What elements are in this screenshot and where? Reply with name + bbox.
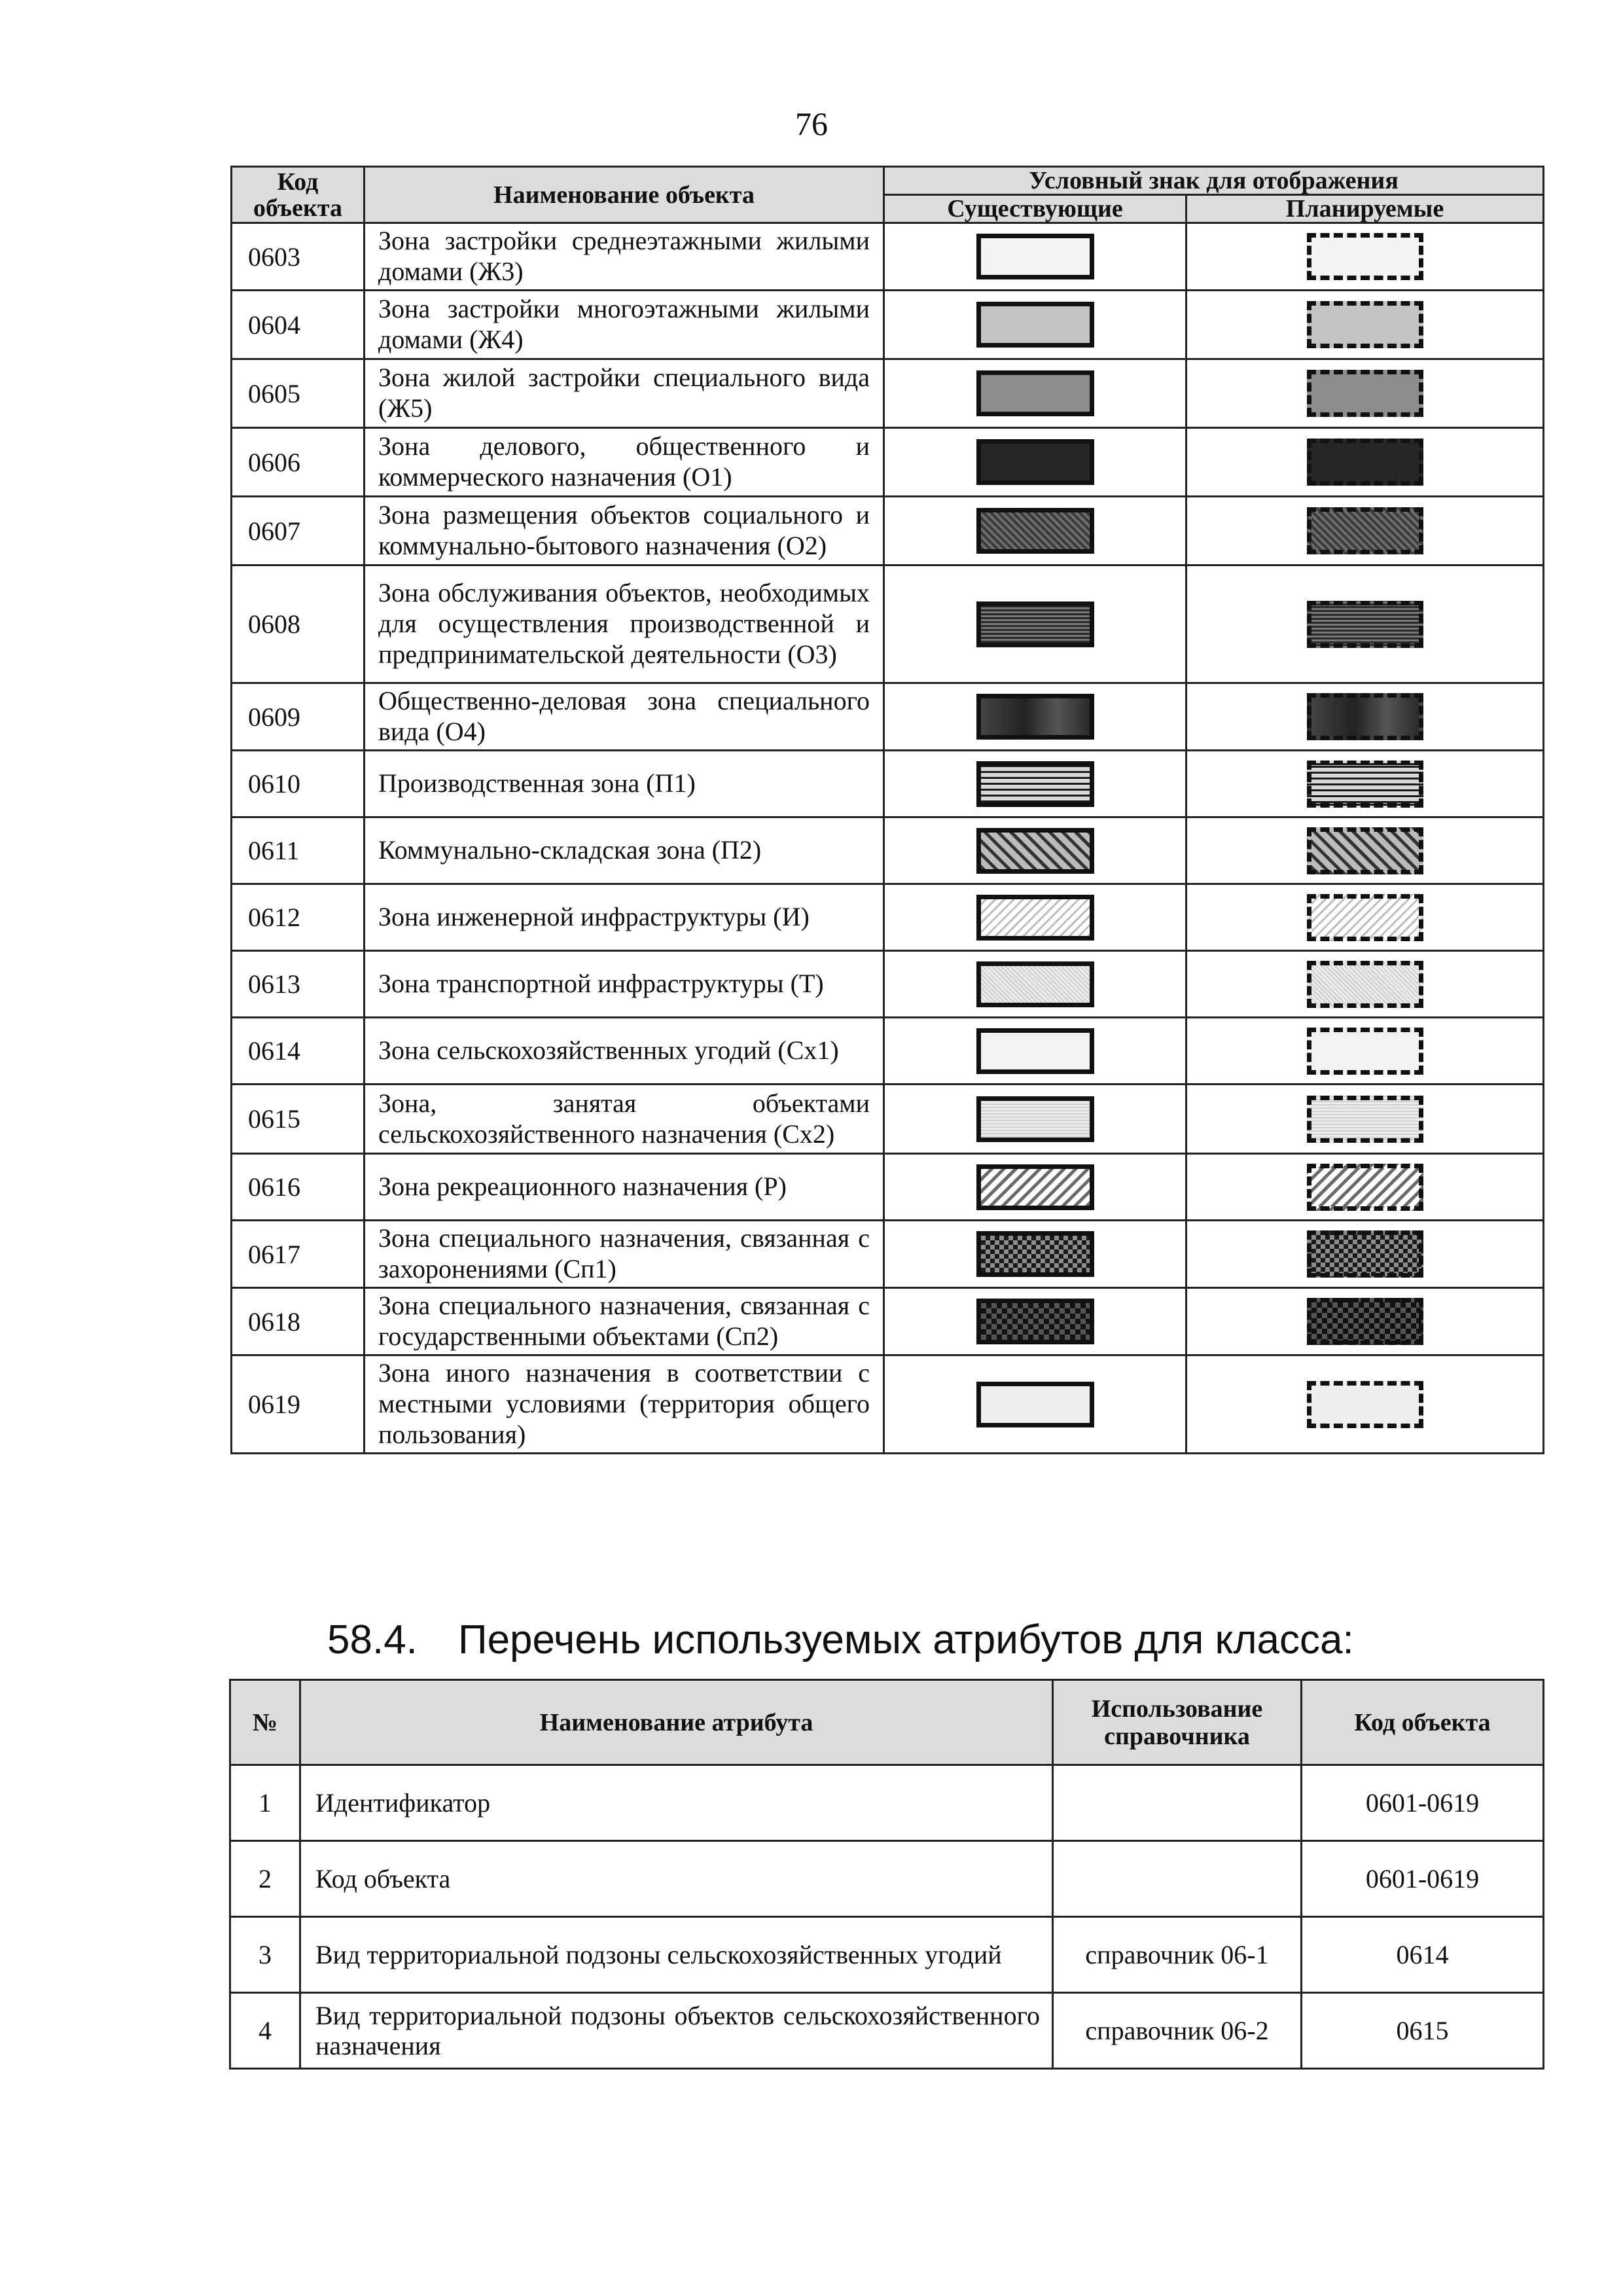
- legend-existing-cell: [884, 951, 1186, 1018]
- attribute-row: [230, 1993, 1544, 2069]
- legend-existing-cell: [884, 565, 1186, 683]
- attr-code: 0615: [1302, 1993, 1544, 2069]
- existing-zone-symbol: [976, 828, 1094, 874]
- legend-existing-cell: [884, 1288, 1186, 1355]
- legend-planned-cell: [1186, 1018, 1544, 1085]
- legend-code: 0609: [232, 683, 365, 751]
- legend-existing-cell: [884, 884, 1186, 951]
- attr-name: Идентификатор: [300, 1765, 1053, 1841]
- planned-zone-symbol: [1307, 301, 1423, 348]
- legend-row: [232, 428, 1544, 497]
- planned-zone-symbol: [1307, 1028, 1423, 1075]
- legend-planned-cell: [1186, 884, 1544, 951]
- legend-planned-cell: [1186, 428, 1544, 497]
- attr-code: 0601-0619: [1302, 1841, 1544, 1917]
- legend-code: 0618: [232, 1288, 365, 1355]
- attr-header-reference: Использование справочника: [1053, 1680, 1302, 1765]
- legend-planned-cell: [1186, 951, 1544, 1018]
- legend-planned-cell: [1186, 223, 1544, 291]
- planned-zone-symbol: [1307, 233, 1423, 280]
- legend-row: [232, 1288, 1544, 1355]
- legend-name: Зона специального назначения, связанная с государственными объектами (Сп2): [365, 1288, 884, 1355]
- legend-existing-cell: [884, 683, 1186, 751]
- legend-planned-cell: [1186, 1221, 1544, 1288]
- planned-zone-symbol: [1307, 827, 1423, 874]
- planned-zone-symbol: [1307, 761, 1423, 808]
- header-symbol: Условный знак для отображения: [884, 167, 1544, 195]
- planned-zone-symbol: [1307, 1096, 1423, 1143]
- attr-num: 4: [230, 1993, 300, 2069]
- attr-reference: справочник 06-2: [1053, 1993, 1302, 2069]
- attribute-row: [230, 1841, 1544, 1917]
- existing-zone-symbol: [976, 1096, 1094, 1142]
- legend-code: 0616: [232, 1154, 365, 1221]
- legend-planned-cell: [1186, 751, 1544, 817]
- legend-row: [232, 1018, 1544, 1085]
- existing-zone-symbol: [976, 439, 1094, 485]
- planned-zone-symbol: [1307, 1164, 1423, 1211]
- attr-reference: справочник 06-1: [1053, 1917, 1302, 1993]
- existing-zone-symbol: [976, 370, 1094, 416]
- legend-name: Коммунально-складская зона (П2): [365, 817, 884, 884]
- legend-row: [232, 1355, 1544, 1454]
- existing-zone-symbol: [976, 1164, 1094, 1210]
- legend-row: [232, 359, 1544, 428]
- legend-name: Зона делового, общественного и коммерческого назначения (О1): [365, 428, 884, 497]
- existing-zone-symbol: [976, 694, 1094, 740]
- legend-code: 0617: [232, 1221, 365, 1288]
- legend-existing-cell: [884, 291, 1186, 359]
- attr-num: 3: [230, 1917, 300, 1993]
- legend-code: 0606: [232, 428, 365, 497]
- legend-name: Зона транспортной инфраструктуры (Т): [365, 951, 884, 1018]
- legend-planned-cell: [1186, 1355, 1544, 1454]
- legend-planned-cell: [1186, 1288, 1544, 1355]
- planned-zone-symbol: [1307, 1381, 1423, 1428]
- legend-table: [230, 166, 1544, 1454]
- legend-existing-cell: [884, 428, 1186, 497]
- legend-row: [232, 1221, 1544, 1288]
- legend-planned-cell: [1186, 291, 1544, 359]
- legend-name: Зона застройки среднеэтажными жилыми домами (Ж3): [365, 223, 884, 291]
- legend-existing-cell: [884, 223, 1186, 291]
- legend-row: [232, 884, 1544, 951]
- legend-row: [232, 683, 1544, 751]
- legend-code: 0607: [232, 497, 365, 565]
- attr-code: 0614: [1302, 1917, 1544, 1993]
- legend-code: 0611: [232, 817, 365, 884]
- legend-name: Зона, занятая объектами сельскохозяйственного назначения (Сх2): [365, 1085, 884, 1154]
- header-existing: Существующие: [884, 195, 1186, 223]
- existing-zone-symbol: [976, 1231, 1094, 1277]
- legend-planned-cell: [1186, 817, 1544, 884]
- legend-name: Зона жилой застройки специального вида (Ж5): [365, 359, 884, 428]
- legend-row: [232, 223, 1544, 291]
- legend-row: [232, 565, 1544, 683]
- existing-zone-symbol: [976, 1028, 1094, 1074]
- legend-name: Зона рекреационного назначения (Р): [365, 1154, 884, 1221]
- legend-code: 0603: [232, 223, 365, 291]
- planned-zone-symbol: [1307, 1230, 1423, 1278]
- legend-existing-cell: [884, 1154, 1186, 1221]
- legend-row: [232, 497, 1544, 565]
- attr-name: Вид территориальной подзоны объектов сельскохозяйственного назначения: [300, 1993, 1053, 2069]
- legend-planned-cell: [1186, 1154, 1544, 1221]
- existing-zone-symbol: [976, 601, 1094, 647]
- legend-existing-cell: [884, 751, 1186, 817]
- legend-code: 0619: [232, 1355, 365, 1454]
- legend-planned-cell: [1186, 359, 1544, 428]
- planned-zone-symbol: [1307, 1298, 1423, 1345]
- legend-row: [232, 751, 1544, 817]
- existing-zone-symbol: [976, 1299, 1094, 1344]
- section-title: Перечень используемых атрибутов для класса:: [458, 1617, 1354, 1662]
- header-code: Код объекта: [232, 167, 365, 223]
- section-number: 58.4.: [327, 1617, 418, 1662]
- existing-zone-symbol: [976, 961, 1094, 1007]
- attr-name: Код объекта: [300, 1841, 1053, 1917]
- legend-code: 0610: [232, 751, 365, 817]
- attr-name: Вид территориальной подзоны сельскохозяйственных угодий: [300, 1917, 1053, 1993]
- legend-code: 0604: [232, 291, 365, 359]
- legend-existing-cell: [884, 1085, 1186, 1154]
- existing-zone-symbol: [976, 1382, 1094, 1427]
- legend-existing-cell: [884, 1018, 1186, 1085]
- legend-code: 0614: [232, 1018, 365, 1085]
- legend-planned-cell: [1186, 497, 1544, 565]
- legend-code: 0615: [232, 1085, 365, 1154]
- legend-planned-cell: [1186, 683, 1544, 751]
- attr-reference: [1053, 1841, 1302, 1917]
- legend-code: 0612: [232, 884, 365, 951]
- existing-zone-symbol: [976, 895, 1094, 941]
- legend-name: Зона обслуживания объектов, необходимых для осуществления производственной и предпринимательской деятельности (О3): [365, 565, 884, 683]
- existing-zone-symbol: [976, 302, 1094, 348]
- legend-name: Зона иного назначения в соответствии с местными условиями (территория общего пользования): [365, 1355, 884, 1454]
- legend-existing-cell: [884, 497, 1186, 565]
- planned-zone-symbol: [1307, 370, 1423, 417]
- attr-reference: [1053, 1765, 1302, 1841]
- legend-code: 0608: [232, 565, 365, 683]
- legend-row: [232, 1085, 1544, 1154]
- legend-existing-cell: [884, 1221, 1186, 1288]
- legend-row: [232, 291, 1544, 359]
- legend-name: Общественно-деловая зона специального вида (О4): [365, 683, 884, 751]
- attr-header-num: №: [230, 1680, 300, 1765]
- attr-num: 1: [230, 1765, 300, 1841]
- attr-code: 0601-0619: [1302, 1765, 1544, 1841]
- legend-planned-cell: [1186, 565, 1544, 683]
- attr-header-code: Код объекта: [1302, 1680, 1544, 1765]
- legend-name: Зона специального назначения, связанная с захоронениями (Сп1): [365, 1221, 884, 1288]
- page-number: 76: [795, 105, 828, 142]
- header-name: Наименование объекта: [365, 167, 884, 223]
- header-planned: Планируемые: [1186, 195, 1544, 223]
- planned-zone-symbol: [1307, 439, 1423, 486]
- legend-existing-cell: [884, 359, 1186, 428]
- legend-code: 0605: [232, 359, 365, 428]
- attributes-table: [229, 1679, 1544, 2070]
- legend-planned-cell: [1186, 1085, 1544, 1154]
- legend-row: [232, 1154, 1544, 1221]
- legend-existing-cell: [884, 1355, 1186, 1454]
- planned-zone-symbol: [1307, 507, 1423, 554]
- legend-row: [232, 951, 1544, 1018]
- legend-name: Зона инженерной инфраструктуры (И): [365, 884, 884, 951]
- planned-zone-symbol: [1307, 894, 1423, 941]
- legend-name: Зона застройки многоэтажными жилыми домами (Ж4): [365, 291, 884, 359]
- legend-name: Зона размещения объектов социального и коммунально-бытового назначения (О2): [365, 497, 884, 565]
- planned-zone-symbol: [1307, 601, 1423, 648]
- attr-num: 2: [230, 1841, 300, 1917]
- legend-name: Производственная зона (П1): [365, 751, 884, 817]
- attr-header-name: Наименование атрибута: [300, 1680, 1053, 1765]
- existing-zone-symbol: [976, 234, 1094, 279]
- attribute-row: [230, 1765, 1544, 1841]
- planned-zone-symbol: [1307, 693, 1423, 740]
- attribute-row: [230, 1917, 1544, 1993]
- legend-row: [232, 817, 1544, 884]
- existing-zone-symbol: [976, 761, 1094, 807]
- legend-code: 0613: [232, 951, 365, 1018]
- legend-existing-cell: [884, 817, 1186, 884]
- planned-zone-symbol: [1307, 961, 1423, 1008]
- legend-name: Зона сельскохозяйственных угодий (Сх1): [365, 1018, 884, 1085]
- existing-zone-symbol: [976, 508, 1094, 554]
